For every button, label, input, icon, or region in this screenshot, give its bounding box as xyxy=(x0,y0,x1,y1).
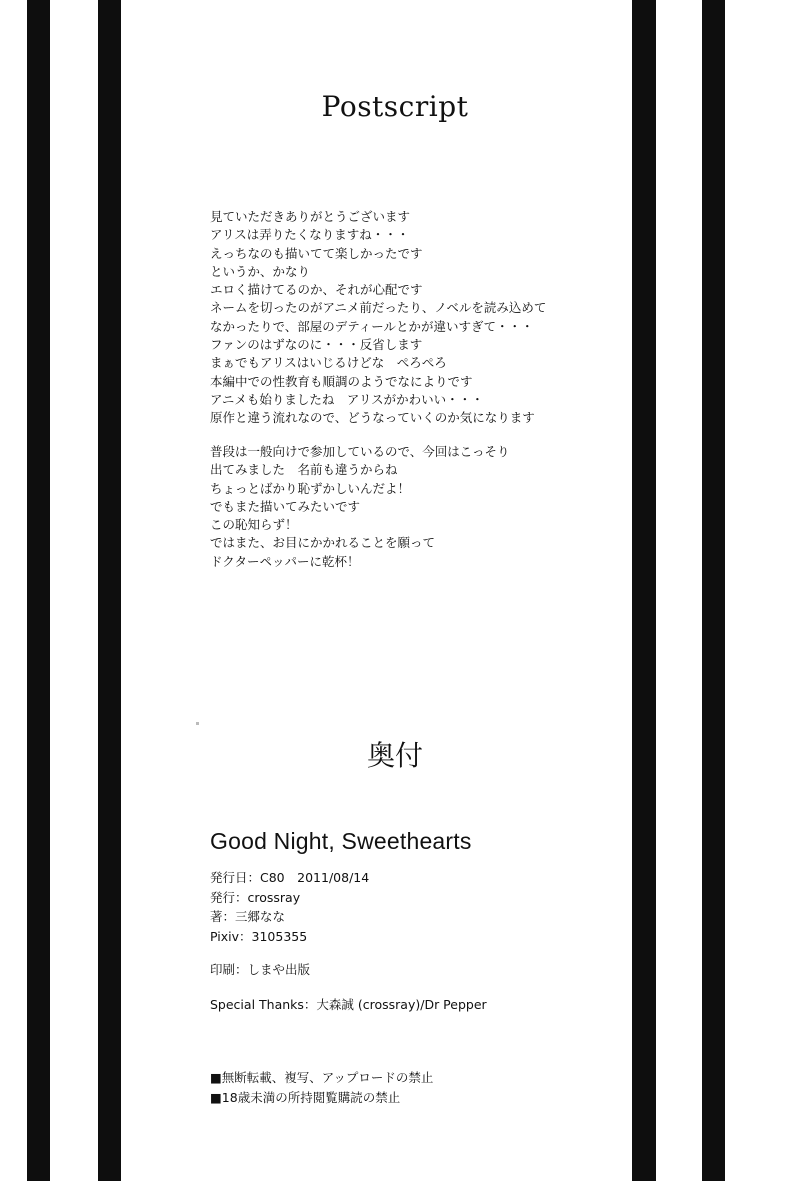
pixiv-id: Pixiv：3105355 xyxy=(210,928,308,944)
postscript-line: アリスは弄りたくなりますね・・・ xyxy=(210,227,410,243)
postscript-line: ドクターペッパーに乾杯！ xyxy=(210,553,360,569)
postscript-line: えっちなのも描いてて楽しかったです xyxy=(210,245,423,261)
postscript-line: この恥知らず！ xyxy=(210,517,298,533)
postscript-line: というか、かなり xyxy=(210,263,311,279)
print-speck xyxy=(196,722,199,725)
postscript-line: まぁでもアリスはいじるけどな ぺろぺろ xyxy=(210,355,447,371)
postscript-line: ではまた、お目にかかれることを願って xyxy=(210,535,436,551)
postscript-line: 出てみました 名前も違うからね xyxy=(210,462,398,478)
postscript-line: なかったりで、部屋のデティールとかが違いすぎて・・・ xyxy=(210,318,534,334)
postscript-paragraph-1 xyxy=(210,208,546,428)
notice-line: ■無断転載、複写、アップロードの禁止 xyxy=(210,1070,434,1085)
thanks-info xyxy=(210,995,487,1015)
publication-details xyxy=(210,868,369,946)
colophon-heading: 奥付 xyxy=(366,739,423,772)
postscript-line: ファンのはずなのに・・・反省します xyxy=(210,337,423,353)
postscript-line: 原作と違う流れなので、どうなっていくのか気になります xyxy=(210,410,535,426)
postscript-line: ネームを切ったのがアニメ前だったり、ノベルを読み込めて xyxy=(210,300,547,316)
postscript-paragraph-2 xyxy=(210,443,510,571)
postscript-line: 普段は一般向けで参加しているので、今回はこっそり xyxy=(210,444,510,459)
publication-date: 発行日：C80 2011/08/14 xyxy=(210,870,370,885)
postscript-line: ちょっとばかり恥ずかしいんだよ！ xyxy=(210,480,411,496)
postscript-line: エロく描けてるのか、それが心配です xyxy=(210,282,423,298)
author: 著：三郷なな xyxy=(210,909,286,924)
printer-info xyxy=(210,960,310,980)
notice-line: ■18歳未満の所持閲覧購読の禁止 xyxy=(210,1089,401,1105)
publisher: 発行：crossray xyxy=(210,889,301,905)
postscript-line: 本編中での性教育も順調のようでなによりです xyxy=(210,373,473,389)
special-thanks: Special Thanks：大森誠 (crossray)/Dr Pepper xyxy=(210,997,487,1012)
printer: 印刷：しまや出版 xyxy=(210,962,311,977)
postscript-line: でもまた描いてみたいです xyxy=(210,498,361,514)
postscript-line: アニメも始りましたね アリスがかわいい・・・ xyxy=(210,391,484,407)
postscript-heading: Postscript xyxy=(321,90,469,123)
notices xyxy=(210,1068,433,1107)
postscript-line: 見ていただきありがとうございます xyxy=(210,209,411,224)
book-title: Good Night, Sweethearts xyxy=(210,828,472,854)
